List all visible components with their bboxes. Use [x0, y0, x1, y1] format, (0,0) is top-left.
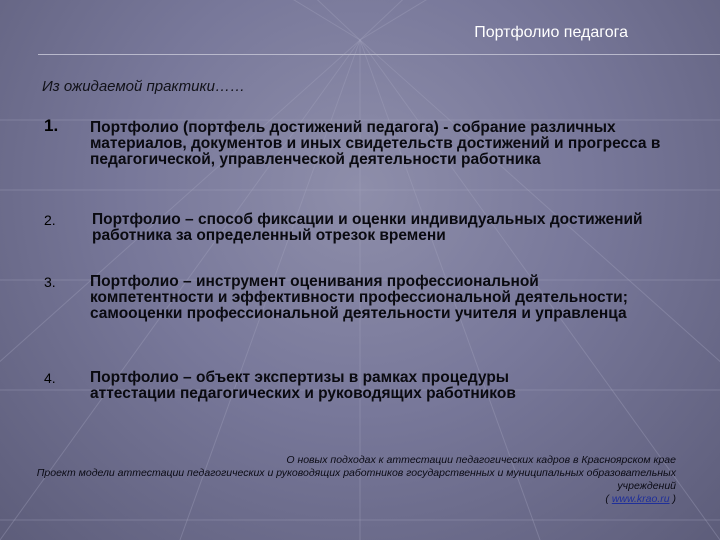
footer-link-close: )	[669, 493, 676, 505]
footer-line-1: О новых подходах к аттестации педагогических кадров в Красноярском крае	[286, 454, 676, 466]
footer-link-line	[36, 493, 676, 506]
title-divider	[38, 54, 720, 55]
slide-subtitle: Из ожидаемой практики……	[42, 78, 245, 95]
footer-link-open: (	[605, 493, 612, 505]
item-text: Портфолио (портфель достижений педагога) - собрание различных материалов, документов и иных свидетельств достижений и прогресса в педагогической, управленческой деятельности работника	[90, 119, 661, 168]
item-number: 2.	[44, 212, 56, 228]
source-link[interactable]: www.krao.ru	[611, 493, 670, 505]
item-number: 1.	[44, 116, 59, 135]
slide-title: Портфолио педагога	[474, 24, 628, 41]
footer-note	[36, 454, 676, 506]
item-text: Портфолио – объект экспертизы в рамках процедуры аттестации педагогических и руководящих работников	[90, 369, 516, 402]
footer-line-2: Проект модели аттестации педагогических и руководящих работников государственных и муниципальных образовательных учреждений	[36, 467, 676, 492]
item-number: 4.	[44, 370, 56, 386]
item-text: Портфолио – инструмент оценивания профессиональной компетентности и эффективности профессиональной деятельности; самооценки профессиональной деятельности учителя и управленца	[90, 273, 628, 322]
item-text: Портфолио – способ фиксации и оценки индивидуальных достижений работника за определенный отрезок времени	[92, 211, 643, 244]
item-number: 3.	[44, 274, 56, 290]
